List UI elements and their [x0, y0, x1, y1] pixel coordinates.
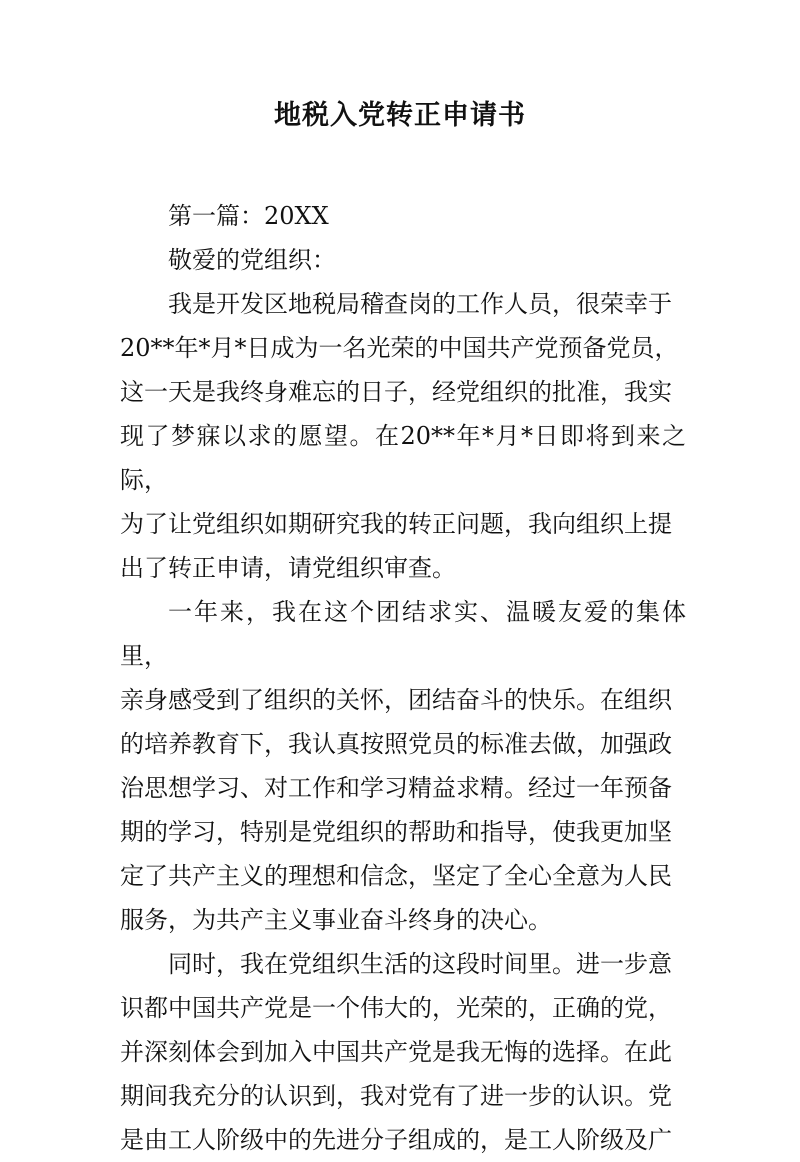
text-line: 是由工人阶级中的先进分子组成的，是工人阶级及广: [120, 1126, 672, 1154]
paragraph-3: [120, 942, 686, 1162]
text-line: 这一天是我终身难忘的日子，经党组织的批准，我实: [120, 378, 672, 406]
text-line: 出了转正申请，请党组织审查。: [120, 554, 456, 582]
text-line: 现了梦寐以求的愿望。在20**年*月*日即将到来之际，: [120, 422, 686, 494]
paragraph-2: [120, 590, 686, 942]
paragraph-1: [120, 282, 686, 590]
text-line: 一年来，我在这个团结求实、温暖友爱的集体里，: [120, 598, 686, 670]
text-line: 期间我充分的认识到，我对党有了进一步的认识。党: [120, 1082, 672, 1110]
text-line: 同时，我在党组织生活的这段时间里。进一步意: [168, 950, 672, 978]
text-line: 并深刻体会到加入中国共产党是我无悔的选择。在此: [120, 1038, 672, 1066]
text-line: 20**年*月*日成为一名光荣的中国共产党预备党员，: [120, 334, 679, 362]
text-line: 服务，为共产主义事业奋斗终身的决心。: [120, 906, 552, 934]
text-line: 定了共产主义的理想和信念，坚定了全心全意为人民: [120, 862, 672, 890]
text-line: 敬爱的党组织：: [168, 246, 336, 274]
text-line: 我是开发区地税局稽查岗的工作人员，很荣幸于: [168, 290, 672, 318]
paragraph-heading: [120, 194, 686, 238]
document-title: 地税入党转正申请书: [274, 100, 526, 131]
text-line: 治思想学习、对工作和学习精益求精。经过一年预备: [120, 774, 672, 802]
document-body: [120, 194, 686, 1162]
text-line: 亲身感受到了组织的关怀，团结奋斗的快乐。在组织: [120, 686, 672, 714]
text-line: 第一篇：20XX: [168, 202, 329, 230]
text-line: 为了让党组织如期研究我的转正问题，我向组织上提: [120, 510, 672, 538]
text-line: 的培养教育下，我认真按照党员的标准去做，加强政: [120, 730, 672, 758]
text-line: 识都中国共产党是一个伟大的，光荣的，正确的党，: [120, 994, 672, 1022]
text-line: 期的学习，特别是党组织的帮助和指导，使我更加坚: [120, 818, 672, 846]
paragraph-salutation: [120, 238, 686, 282]
